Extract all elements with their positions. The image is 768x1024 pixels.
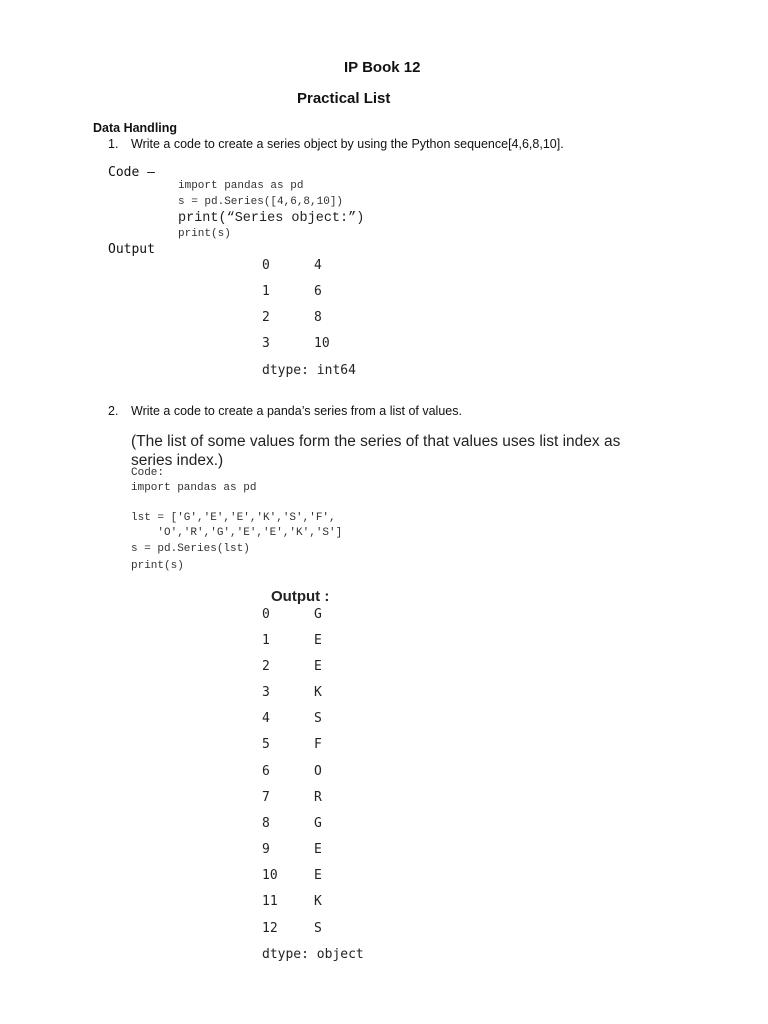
- q2-output-index: 9: [262, 842, 270, 857]
- q2-output-value: E: [314, 842, 322, 857]
- q2-code-line: import pandas as pd: [131, 482, 257, 494]
- q1-code-line: import pandas as pd: [178, 180, 304, 192]
- q2-output-value: G: [314, 607, 322, 622]
- q2-output-index: 7: [262, 790, 270, 805]
- q2-output-value: E: [314, 633, 322, 648]
- q2-output-label: Output :: [271, 588, 330, 605]
- q1-output-index: 2: [262, 310, 270, 325]
- q1-number: 1.: [108, 137, 119, 151]
- q2-output-index: 12: [262, 921, 278, 936]
- q2-output-value: S: [314, 921, 322, 936]
- q1-output-value: 10: [314, 336, 330, 351]
- page-subtitle: Practical List: [297, 90, 391, 107]
- q1-output-index: 3: [262, 336, 270, 351]
- q2-output-value: R: [314, 790, 322, 805]
- q2-description: series index.): [131, 452, 224, 469]
- q2-output-index: 5: [262, 737, 270, 752]
- q1-output-value: 6: [314, 284, 322, 299]
- q1-output-index: 1: [262, 284, 270, 299]
- q2-number: 2.: [108, 404, 119, 418]
- q2-output-index: 6: [262, 764, 270, 779]
- q2-code-line: print(s): [131, 560, 184, 572]
- q1-code-line: s = pd.Series([4,6,8,10]): [178, 196, 344, 208]
- q1-text: Write a code to create a series object by using the Python sequence[4,6,8,10].: [131, 137, 564, 151]
- q2-code-line: lst = ['G','E','E','K','S','F',: [131, 512, 336, 524]
- q2-code-line: 'O','R','G','E','E','K','S']: [131, 527, 343, 539]
- q2-output-index: 2: [262, 659, 270, 674]
- q1-output-label: Output: [108, 242, 155, 257]
- q2-output-index: 3: [262, 685, 270, 700]
- section-heading: Data Handling: [93, 121, 178, 135]
- q1-output-value: 4: [314, 258, 322, 273]
- q2-output-index: 10: [262, 868, 278, 883]
- q2-code-line: s = pd.Series(lst): [131, 543, 250, 555]
- q2-output-value: K: [314, 685, 322, 700]
- q2-output-index: 8: [262, 816, 270, 831]
- q2-description: (The list of some values form the series of that values uses list index as: [131, 433, 621, 450]
- q2-output-value: K: [314, 894, 322, 909]
- page-title: IP Book 12: [344, 59, 421, 76]
- q2-output-index: 0: [262, 607, 270, 622]
- q2-output-index: 4: [262, 711, 270, 726]
- q2-dtype: dtype: object: [262, 947, 364, 962]
- q2-output-value: F: [314, 737, 322, 752]
- q1-code-line: print(“Series object:”): [178, 211, 365, 226]
- q2-output-value: E: [314, 868, 322, 883]
- q2-output-value: O: [314, 764, 322, 779]
- q1-output-index: 0: [262, 258, 270, 273]
- q2-output-value: E: [314, 659, 322, 674]
- q1-output-value: 8: [314, 310, 322, 325]
- q2-text: Write a code to create a panda’s series from a list of values.: [131, 404, 462, 418]
- q1-dtype: dtype: int64: [262, 363, 356, 378]
- q2-code-line: Code:: [131, 467, 165, 479]
- q1-code-line: print(s): [178, 228, 231, 240]
- q1-code-label: Code –: [108, 165, 155, 180]
- q2-output-value: S: [314, 711, 322, 726]
- q2-output-index: 1: [262, 633, 270, 648]
- q2-output-index: 11: [262, 894, 278, 909]
- q2-output-value: G: [314, 816, 322, 831]
